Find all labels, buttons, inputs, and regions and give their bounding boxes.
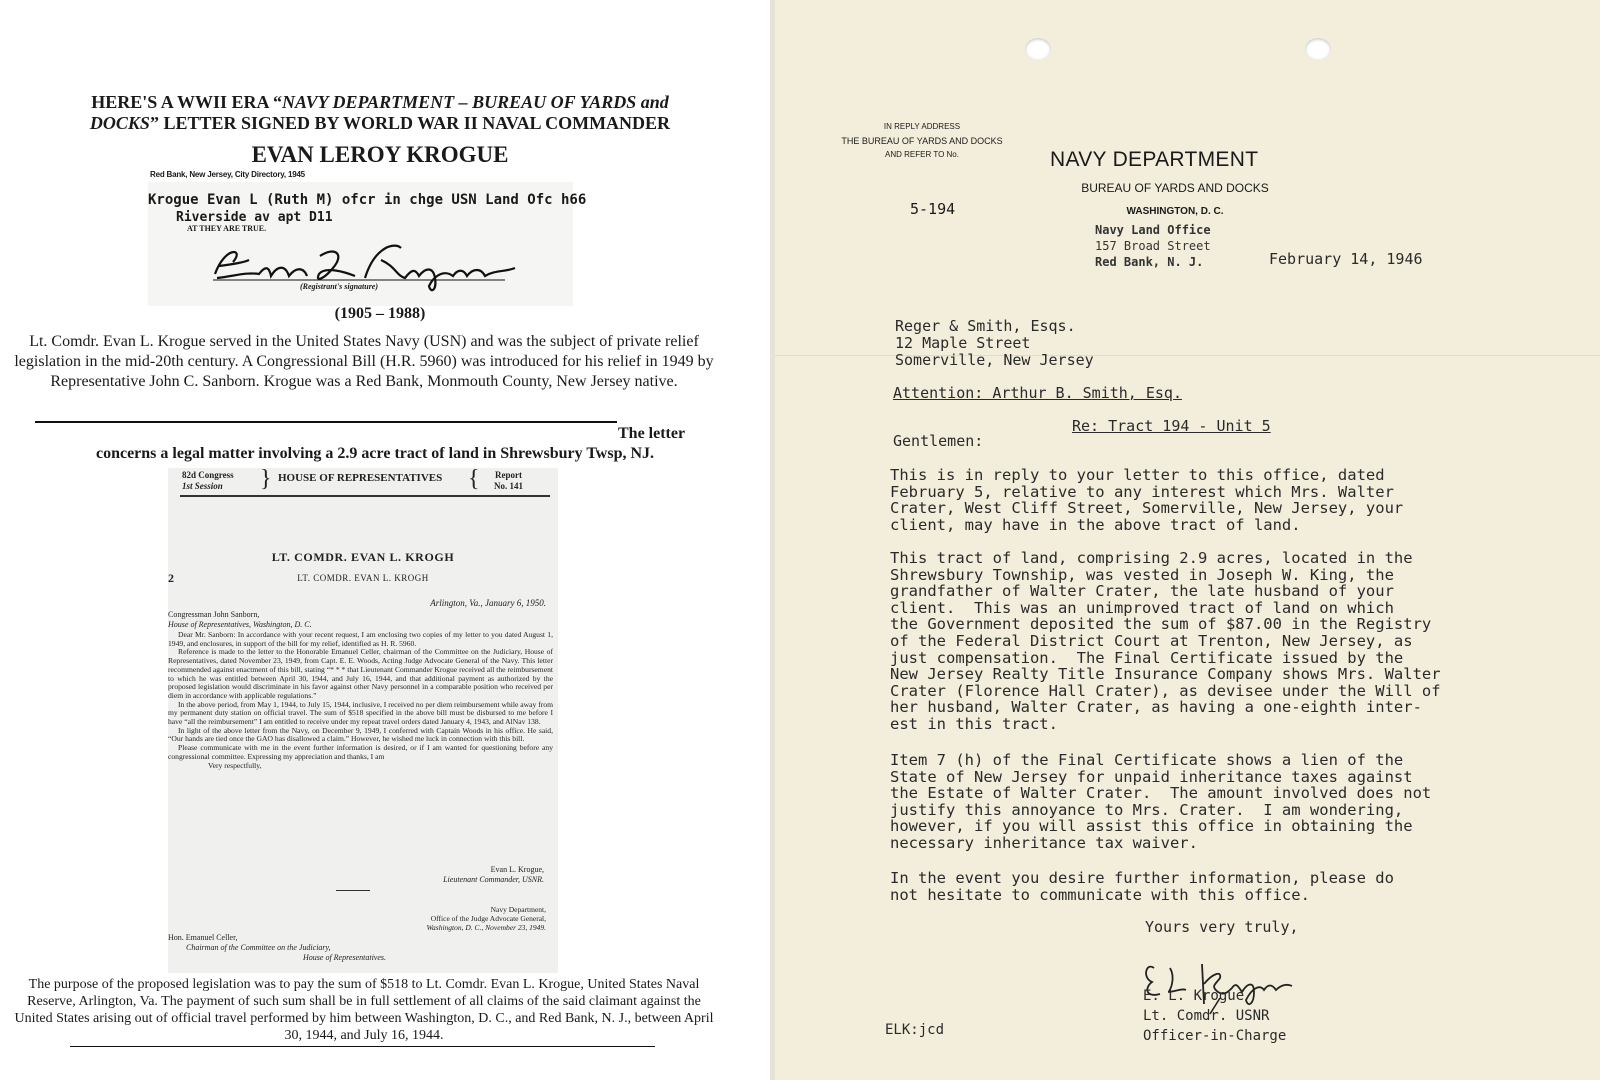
letter-paragraph-4: In the event you desire further information, please do not hesitate to communicate with this office. (890, 869, 1394, 904)
re-line: Re: Tract 194 - Unit 5 (1072, 417, 1271, 435)
subject-name: EVAN LEROY KROGUE (251, 142, 509, 167)
signature-caption: (Registrant's signature) (300, 282, 379, 291)
report-office-l2: Office of the Judge Advocate General, (430, 914, 546, 923)
report-closing: Very respectfully, (208, 760, 262, 770)
report-number (494, 470, 523, 492)
report-body (168, 631, 553, 770)
divider-rule (35, 421, 617, 423)
signer-role: Officer-in-Charge (1143, 1028, 1287, 1044)
report-celler-l1: Hon. Emanuel Celler, (168, 933, 238, 942)
house-report-clipping (168, 468, 558, 973)
bio-text: served in the United States Navy (USN) and was the subject of private relief legislation in the mid-20th century. A Congressional Bill (H.R. 5960) was introduced for his relief in 1949 by Representative John C. Sanborn. Krogue was a Red Bank, Monmouth County, New Jersey native. (14, 333, 714, 390)
brace-left: } (260, 466, 272, 492)
letterhead-department: NAVY DEPARTMENT (1050, 148, 1259, 171)
report-signature (443, 865, 544, 885)
report-header-rule (180, 495, 550, 497)
report-number-l1: Report (495, 470, 522, 480)
listing-headline (20, 92, 740, 134)
headline-italic-2: DOCKS (89, 113, 150, 133)
punch-hole (1305, 38, 1331, 60)
report-congress-l1: 82d Congress (182, 470, 234, 480)
headline-post: ” LETTER SIGNED BY WORLD WAR II NAVAL COMMANDER (149, 113, 671, 133)
complimentary-close: Yours very truly, (1145, 918, 1299, 936)
report-office (426, 905, 546, 932)
letterhead-bureau: BUREAU OF YARDS AND DOCKS (1081, 181, 1269, 195)
report-dateline: Arlington, Va., January 6, 1950. (430, 598, 546, 608)
report-sig-title: Lieutenant Commander, USNR. (443, 875, 544, 884)
signer-name: E. L. Krogue (1143, 988, 1245, 1004)
address-l1: Reger & Smith, Esqs. (895, 317, 1076, 335)
report-title: LT. COMDR. EVAN L. KROGH (271, 550, 455, 564)
signature-block (1143, 986, 1286, 1046)
report-paragraph: Please communicate with me in the event further information is desired, or if I am wanted for questioning before any congressional committee. Expressing my appreciation and thanks, I am (168, 743, 553, 761)
report-paragraph: Dear Mr. Sanborn: In accordance with your recent request, I am enclosing two copies of my letter to you dated August 1, 1949, and enclosures, in support of the bill for my relief, identified as H. R. 5960. (168, 630, 553, 648)
report-paragraph: In light of the above letter from the Navy, on December 9, 1949, I conferred with Captain Woods in his office. He said, “Our hands are tied once the GAO has disallowed a claim.” However, he wished me luck in connection with this bill. (168, 725, 553, 744)
directory-entry-line1: Krogue Evan L (Ruth M) ofcr in chge USN Land Ofc h66 (148, 192, 587, 208)
brace-right: { (468, 466, 480, 492)
letter-date: February 14, 1946 (1269, 250, 1423, 268)
report-congress-l2: 1st Session (182, 481, 223, 491)
report-addressee (168, 610, 312, 630)
biography-paragraph (8, 332, 720, 392)
report-page-number: 2 (168, 571, 174, 585)
address-l3: Somerville, New Jersey (895, 351, 1094, 369)
report-celler-l3: House of Representatives. (303, 953, 387, 962)
directory-entry-line3: AT THEY ARE TRUE. (187, 224, 267, 233)
letter-paragraph-1: This is in reply to your letter to this office, dated February 5, relative to any interest which Mrs. Walter Crater, West Cliff Street, Somerville, New Jersey, your client, may have in the above tract of land. (890, 466, 1404, 534)
stamp-l3: Red Bank, N. J. (1095, 255, 1204, 269)
office-stamp (1095, 222, 1211, 270)
salutation: Gentlemen: (893, 432, 984, 450)
bio-name: Lt. Comdr. Evan L. Krogue (29, 333, 206, 350)
address-l2: 12 Maple Street (895, 334, 1031, 352)
reference-number: 5-194 (910, 200, 956, 218)
headline-pre: HERE'S A WWII ERA “ (91, 92, 282, 112)
stamp-l1: Navy Land Office (1095, 223, 1211, 237)
report-office-l3: Washington, D. C., November 23, 1949. (426, 923, 546, 932)
headline-italic-1: NAVY DEPARTMENT – BUREAU OF YARDS and (281, 92, 669, 112)
report-congress (182, 470, 234, 492)
purpose-paragraph: The purpose of the proposed legislation was to pay the sum of $518 to Lt. Comdr. Evan L. Krogue, United States Naval Reserve, Arlington, Va. The payment of such sum shall be in full settlement of all claims of the said claimant against the United States arising out of official travel performed by him between Washington, D. C., and Red Bank, N. J., between April 30, 1944, and July 16, 1944. (14, 977, 714, 1043)
report-paragraph: In the above period, from May 1, 1944, to July 15, 1944, inclusive, I received no per diem reimbursement while away from my permanent duty station on official travel. The sum of $518 specified in the above bill must be disbursed to me before I have “all the reimbursement” I am entitled to receive under my repeat travel orders dated January 4, 1943, and AlNav 138. (168, 699, 553, 727)
report-short-rule (336, 890, 370, 891)
report-office-l1: Navy Department, (490, 905, 546, 914)
letter-note-part2: concerns a legal matter involving a 2.9 acre tract of land in Shrewsbury Twsp, NJ. (95, 445, 655, 462)
letter-note-part1: The letter (618, 425, 686, 442)
report-house: HOUSE OF REPRESENTATIVES (278, 472, 443, 484)
signer-title: Lt. Comdr. USNR (1143, 1008, 1270, 1024)
report-paragraph: Reference is made to the letter to the Honorable Emanuel Celler, chairman of the Committee on the Judiciary, House of Representatives, dated November 23, 1949, from Capt. E. E. Woods, Acting Judge Advocate General of the Navy. This letter recommended against enactment of this bill, stating “* * * that Lieutenant Commander Krogue received all the reimbursement to which he was entitled between April 30, 1944, and July 16, 1944, and that additional payment as authorized by the proposed legislation would discriminate in his favor against other Navy personnel in a comparable position who received per diem in accordance with applicable regulations.” (168, 647, 553, 700)
punch-hole (1025, 38, 1051, 60)
reply-l2: THE BUREAU OF YARDS AND DOCKS (841, 136, 1003, 146)
stamp-l2: 157 Broad Street (1095, 239, 1211, 253)
recipient-address (895, 318, 1094, 369)
bottom-rule (70, 1046, 655, 1047)
typist-initials: ELK:jcd (885, 1022, 945, 1038)
report-running-head: LT. COMDR. EVAN L. KROGH (297, 573, 429, 583)
report-celler-l2: Chairman of the Committee on the Judiciary, (186, 943, 331, 952)
report-addressee-l2: House of Representatives, Washington, D. C. (168, 620, 312, 629)
reply-l1: IN REPLY ADDRESS (883, 122, 961, 131)
report-addressee-l1: Congressman John Sanborn, (168, 610, 260, 619)
report-celler (168, 933, 386, 963)
report-sig-name: Evan L. Krogue, (490, 865, 544, 874)
letterhead-city: WASHINGTON, D. C. (1126, 206, 1224, 217)
directory-caption: Red Bank, New Jersey, City Directory, 1945 (150, 170, 305, 179)
directory-entry-line2: Riverside av apt D11 (176, 210, 333, 225)
life-years: (1905 – 1988) (334, 305, 426, 322)
attention-line: Attention: Arthur B. Smith, Esq. (893, 384, 1182, 402)
reply-l3: AND REFER TO No. (885, 150, 959, 159)
letter-paragraph-2: This tract of land, comprising 2.9 acres, located in the Shrewsbury Township, was vested in Joseph W. King, the grandfather of Walter Crater, the late husband of your client. This was an unimproved tract of land on which the Government deposited the sum of $87.00 in the Registry of the Federal District Court at Trenton, New Jersey, as just compensation. The Final Certificate issued by the New Jersey Realty Title Insurance Company shows Mrs. Walter Crater (Florence Hall Crater), as devisee under the Will of her husband, Walter Crater, as having a one-eighth inter- est in this tract. (890, 549, 1441, 733)
report-number-l2: No. 141 (494, 481, 523, 491)
letter-paragraph-3: Item 7 (h) of the Final Certificate shows a lien of the State of New Jersey for unpaid inheritance taxes against the Estate of Walter Crater. The amount involved does not justify this annoyance to Mrs. Crater. I am wondering, however, if you will assist this office in obtaining the necessary inheritance tax waiver. (890, 751, 1432, 852)
reply-address-block (822, 120, 1022, 162)
